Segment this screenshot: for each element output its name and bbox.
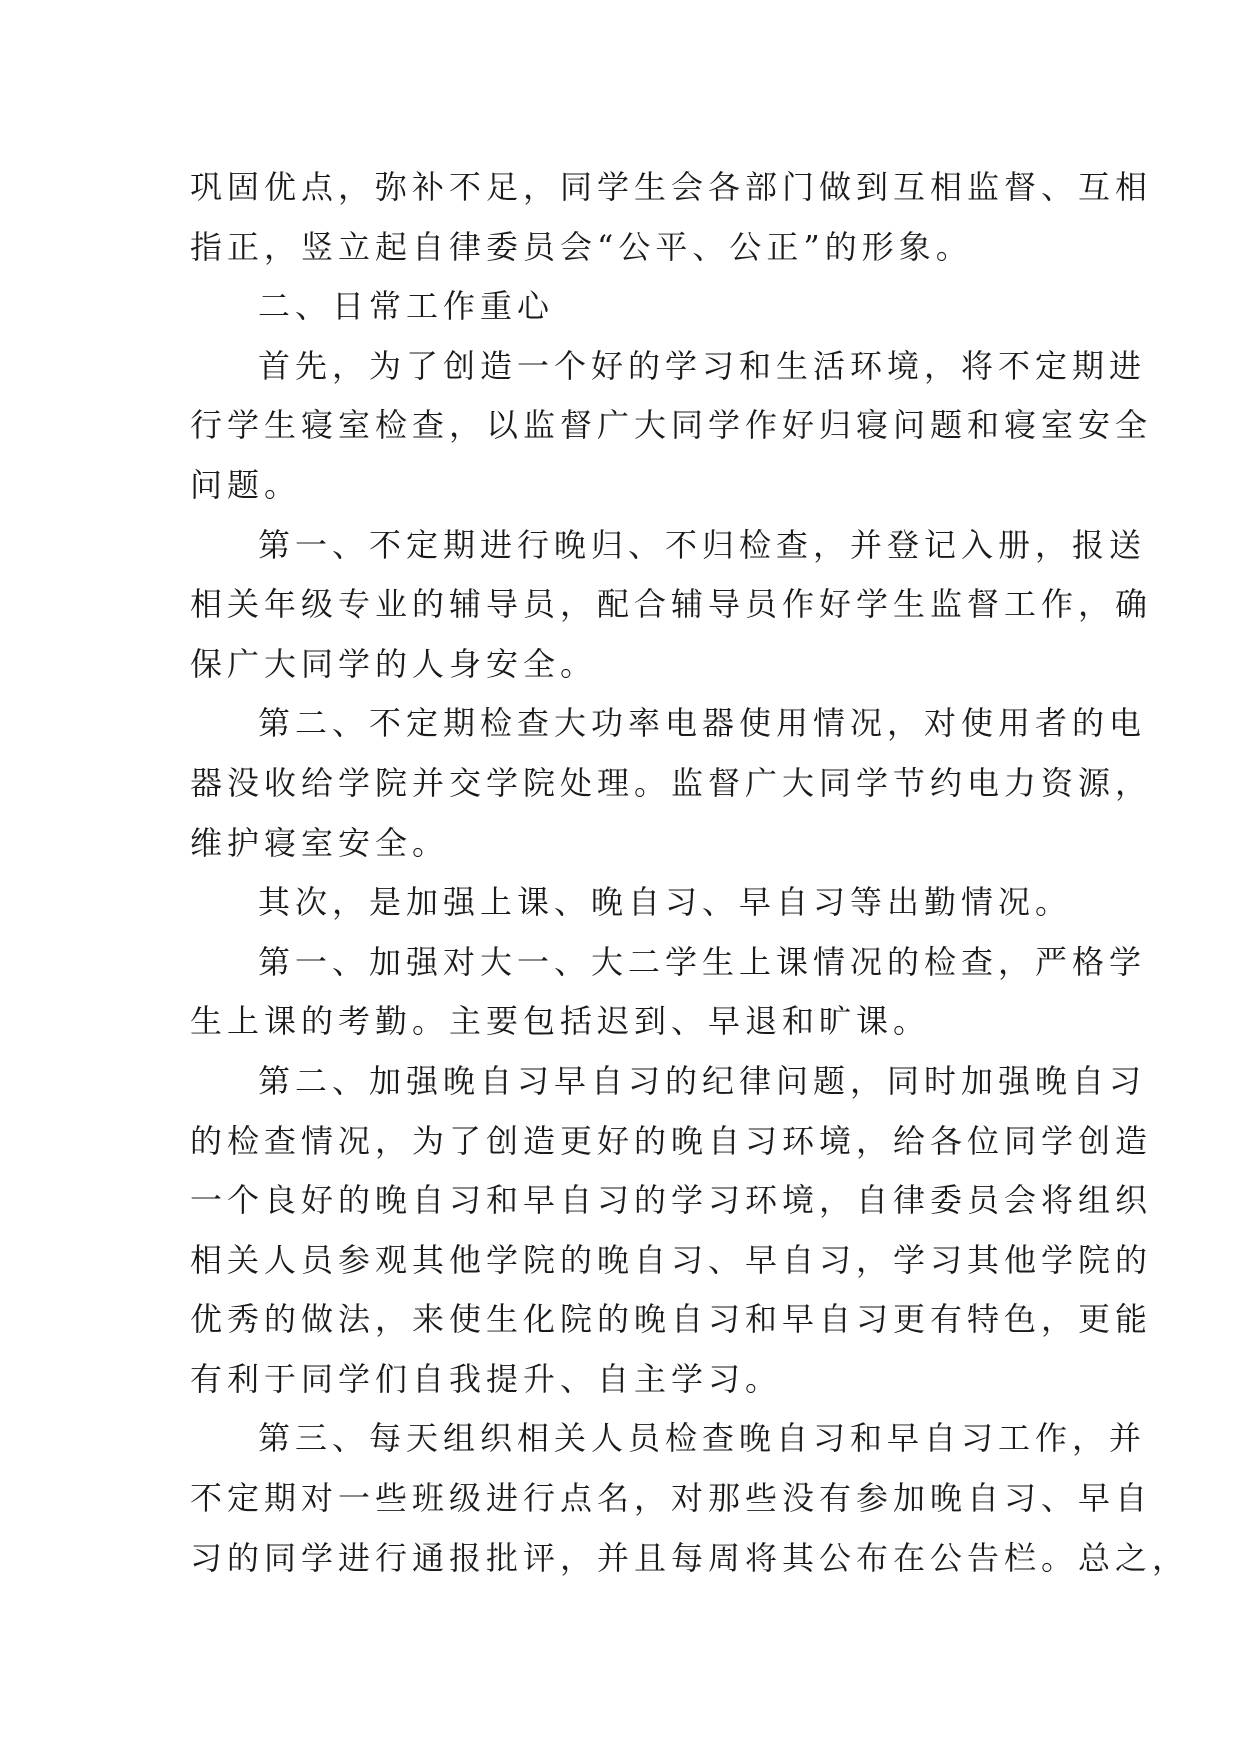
text-line: 行学生寝室检查，以监督广大同学作好归寝问题和寝室安全 — [190, 406, 1153, 445]
text-line: 指正，竖立起自律委员会“公平、公正”的形象。 — [190, 227, 973, 266]
text-line: 相关人员参观其他学院的晚自习、早自习，学习其他学院的 — [190, 1240, 1153, 1279]
text-line: 巩固优点，弥补不足，同学生会各部门做到互相监督、互相 — [190, 168, 1153, 206]
text-line: 有利于同学们自我提升、自主学习。 — [190, 1359, 783, 1398]
text-line: 第三、每天组织相关人员检查晚自习和早自习工作，并 — [258, 1419, 1147, 1458]
text-line: 首先，为了创造一个好的学习和生活环境，将不定期进 — [258, 346, 1147, 385]
text-line: 器没收给学院并交学院处理。监督广大同学节约电力资源， — [190, 763, 1153, 802]
text-line: 第二、加强晚自习早自习的纪律问题，同时加强晚自习 — [258, 1061, 1147, 1100]
text-line: 第二、不定期检查大功率电器使用情况，对使用者的电 — [258, 704, 1147, 743]
text-line: 第一、不定期进行晚归、不归检查，并登记入册，报送 — [258, 525, 1147, 564]
section-heading: 二、日常工作重心 — [258, 287, 555, 326]
text-line: 不定期对一些班级进行点名，对那些没有参加晚自习、早自 — [190, 1479, 1153, 1518]
text-line: 的检查情况，为了创造更好的晚自习环境，给各位同学创造 — [190, 1121, 1153, 1160]
text-line: 一个良好的晚自习和早自习的学习环境，自律委员会将组织 — [190, 1181, 1153, 1220]
text-line: 相关年级专业的辅导员，配合辅导员作好学生监督工作，确 — [190, 585, 1153, 624]
text-line: 优秀的做法，来使生化院的晚自习和早自习更有特色，更能 — [190, 1300, 1153, 1339]
text-line: 习的同学进行通报批评，并且每周将其公布在公告栏。总之， — [190, 1538, 1190, 1577]
text-line: 保广大同学的人身安全。 — [190, 644, 598, 683]
text-line: 生上课的考勤。主要包括迟到、早退和旷课。 — [190, 1002, 931, 1041]
text-line: 维护寝室安全。 — [190, 823, 450, 862]
text-line: 第一、加强对大一、大二学生上课情况的检查，严格学 — [258, 942, 1147, 981]
text-line: 其次，是加强上课、晚自习、早自习等出勤情况。 — [258, 883, 1073, 922]
document-body — [190, 158, 1190, 1588]
text-line: 问题。 — [190, 465, 302, 504]
